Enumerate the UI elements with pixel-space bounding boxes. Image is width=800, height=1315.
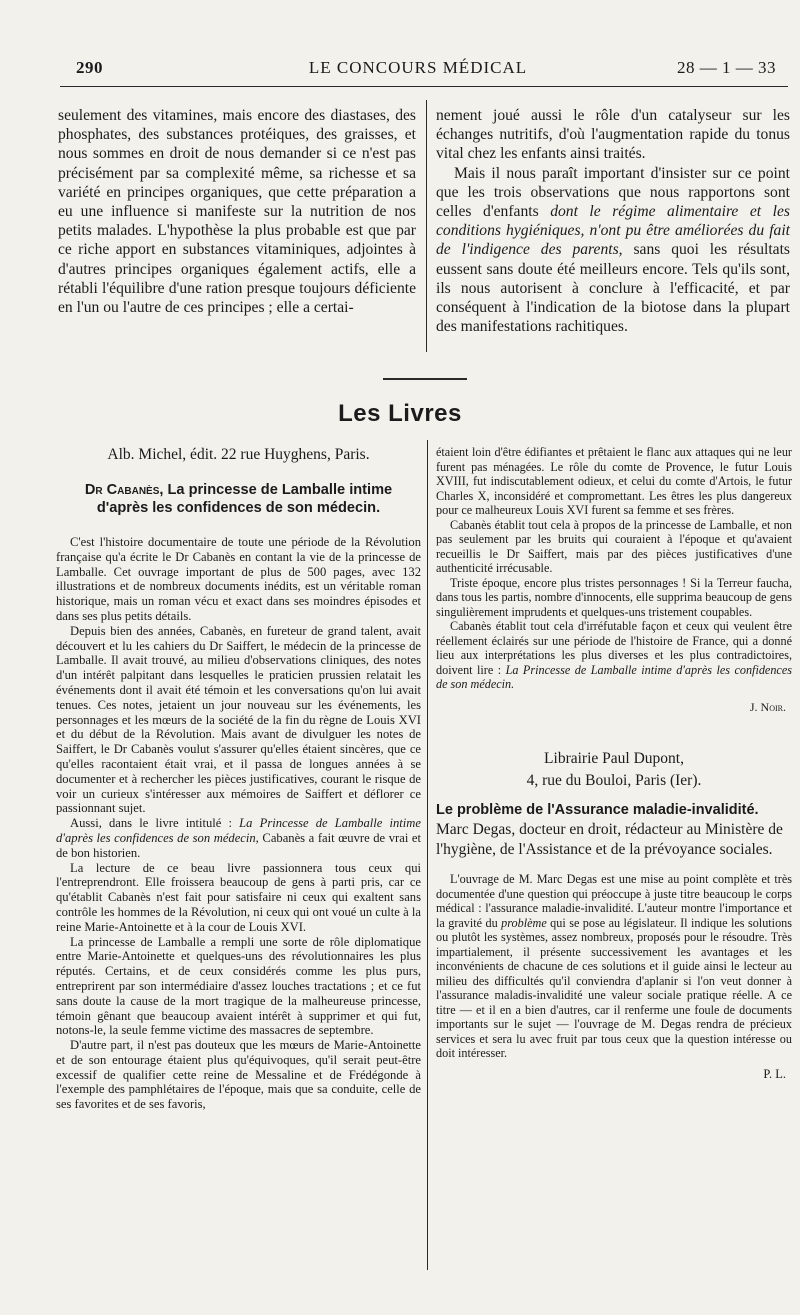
- review1-paragraph: C'est l'histoire documentaire de toute une période de la Révolution française qu'a écrite le Dr Cabanès en contant la vie de la princesse de Lamballe. Cet ouvrage important de plus de 500 pages, avec 132 illustrations et de nombreux documents inédits, est un véritable roman historique, mais un roman vécu et exact dans ses moindres épisodes et dans ses plus petits détails.: [56, 535, 421, 623]
- page-number: 290: [76, 58, 103, 77]
- review1-paragraph: étaient loin d'être édifiantes et prêtaient le flanc aux attaques qui ne leur furent pas ménagées. Le rôle du comte de Provence, le futur Louis XVIII, fut indiscutablement odieux, et celui du comte d'Artois, le futur Charles X, inconsidéré et compromettant. Les êtres les plus dangereux pour ce malheureux Louis XVI furent sa femme et ses frères.: [436, 445, 792, 517]
- review1-paragraph: Cabanès établit tout cela d'irréfutable façon et ceux qui veulent être réellement éclairés sur une période de l'histoire de France, qui a donné lieu aux interprétations les plus diverses et les plus contradictoires, doivent lire : La Princesse de Lamballe intime d'après les confidences de son médecin.: [436, 619, 792, 691]
- review1-title: Dr Cabanès, La princesse de Lamballe intime d'après les confidences de son médecin.: [84, 482, 393, 516]
- review1-paragraph: Cabanès établit tout cela à propos de la princesse de Lamballe, et non pas seulement par les bruits qui couraient à l'époque et qu'avaient recueillis le Dr Saiffert, mais par des pièces justificatives d'une authenticité irrécusable.: [436, 517, 792, 575]
- page-header: [60, 58, 776, 82]
- review1-paragraph: Depuis bien des années, Cabanès, en fureteur de grand talent, avait découvert et lu les cahiers du Dr Saiffert, le médecin de la princesse de Lamballe. Il avait trouvé, au milieu d'observations cliniques, des notes d'un intérêt palpitant dans lesquelles le praticien prussien relatait les événements dont il avait été témoin et les conversations qu'on lui avait tenues. Ces notes, jetaient un jour nouveau sur les événements, les personnages et les mœurs de la société de la fin du règne de Louis XVI et du début de la Révolution. Mais avant de divulguer les notes de Saiffert, le Dr Cabanès voulut s'assurer qu'elles étaient sincères, que ce qu'elles racontaient était vrai, et il passa de longues années à se documenter et à rechercher les pièces justificatives, courant le risque de voir un curieux s'intéresser aux mémoires de Saiffert et déflorer ce passionnant sujet.: [56, 623, 421, 816]
- review1-publisher: Alb. Michel, édit. 22 rue Huyghens, Paris.: [107, 446, 370, 463]
- review2-signature: P. L.: [763, 1066, 786, 1081]
- review1-paragraph: D'autre part, il n'est pas douteux que les mœurs de Marie-Antoinette et de son entourage étaient plus qu'équivoques, qu'il serait peut-être excessif de qualifier cette reine de Messaline et de Frédégonde à l'exemple des pamphlétaires de l'époque, mais que sa conduite, celle de ses favorites et de ses favoris,: [56, 1038, 421, 1112]
- review2-title: Le problème de l'Assurance maladie-invalidité. Marc Degas, docteur en droit, rédacteur au Ministère de l'hygiène, de l'Assistance et de la prévoyance sociales.: [436, 802, 783, 858]
- reviews-column-divider: [427, 440, 428, 1270]
- journal-title: LE CONCOURS MÉDICAL: [308, 58, 528, 77]
- top-column-divider: [426, 100, 427, 352]
- review1-signature: J. Noir.: [749, 699, 786, 714]
- section-separator: [383, 378, 467, 380]
- review2-publisher: Librairie Paul Dupont, 4, rue du Bouloi, Paris (Ier).: [526, 750, 702, 789]
- top-right-column: [436, 106, 790, 336]
- review2-paragraph: L'ouvrage de M. Marc Degas est une mise au point complète et très documentée d'une question qui préoccupe à juste titre beaucoup le corps médical : l'assurance maladie-invalidité. L'auteur montre l'importance et la gravité du problème qui se pose au législateur. Il indique les solutions ou plutôt les systèmes, assez nombreux, proposés pour le résoudre. Très impartialement, il présente successivement les avantages et les inconvénients de chacune de ces solutions et il guide ainsi le lecteur au milieu des difficultés qu'il conviendra d'aplanir si l'on veut donner à l'assurance maladis-invalidité une valeur sociale pratique réelle. A ce titre — et il en a bien d'autres, car il renferme une foule de documents importants sur le sujet — l'ouvrage de M. Degas rendra de précieux services et sera lu avec fruit par tous ceux que la question intéresse ou doit intéresser.: [436, 872, 792, 1060]
- article-continuation-right: nement joué aussi le rôle d'un catalyseur sur les échanges nutritifs, d'où l'augmentation rapide du tonus vital chez les enfants ainsi traités.: [436, 107, 790, 163]
- header-rule: [60, 86, 788, 87]
- review1-paragraph: La princesse de Lamballe a rempli une sorte de rôle diplomatique entre Marie-Antoinette et quelques-uns des révolutionnaires les plus réputés. Certains, et de ceux considérés comme les plus purs, entreprirent par son intermédiaire d'assez louches tractations ; et ce fut sans doute la cause de la mort tragique de la malheureuse princesse, témoin gênant que beaucoup avaient intérêt à supprimer et qui fut, notons-le, la seule femme victime des massacres de septembre.: [56, 934, 421, 1038]
- article-continuation-left: seulement des vitamines, mais encore des diastases, des phosphates, des substances protéiques, des graisses, et nous sommes en droit de nous demander si ce n'est pas précisément par sa complexité même, sa richesse et sa variété en principes organiques, que cette préparation a eu une influence si manifeste sur la nutrition de nos petits malades. L'hypothèse la plus probable est que par ce riche apport en substances vitaminiques, adjointes à d'autres principes organiques également actifs, elle a rétabli l'équilibre d'une ration presque toujours déficiente en l'un ou l'autre de ces principes ; elle a certai-: [58, 107, 416, 317]
- reviews-left-column: [56, 445, 421, 1112]
- reviews-right-column: [436, 445, 792, 1081]
- review1-paragraph: La lecture de ce beau livre passionnera tous ceux qui l'entreprendront. Elle froissera beaucoup de gens à parti pris, car ce qu'établit Cabanès n'est fait pour satisfaire ni ceux qui exaltent sans contrôle les hommes de la Révolution, ni ceux qui ont voué un culte à la reine Marie-Antoinette et à la cour de Louis XVI.: [56, 860, 421, 934]
- issue-date: 28 — 1 — 33: [677, 58, 776, 77]
- review1-paragraph: Aussi, dans le livre intitulé : La Princesse de Lamballe intime d'après les confidences de son médecin, Cabanès a fait œuvre de vrai et de bon historien.: [56, 816, 421, 860]
- section-title: Les Livres: [338, 400, 462, 427]
- review1-paragraph: Triste époque, encore plus tristes personnages ! Si la Terreur faucha, dans tous les partis, nombre d'innocents, elle supprima beaucoup de gens singulièrement imprudents et quelques-uns tristement coupables.: [436, 575, 792, 619]
- article-conclusion: Mais il nous paraît important d'insister sur ce point que les trois observations que nous rapportons sont celles d'enfants dont le régime alimentaire et les conditions hygiéniques, n'ont pu être améliorées du fait de l'indigence des parents, sans quoi les résultats eussent sans doute été meilleurs encore. Tels qu'ils sont, ils nous autorisent à conclure à l'efficacité, et par conséquent à l'indication de la biotose dans la plupart des manifestations rachitiques.: [436, 164, 790, 336]
- top-left-column: [58, 106, 416, 317]
